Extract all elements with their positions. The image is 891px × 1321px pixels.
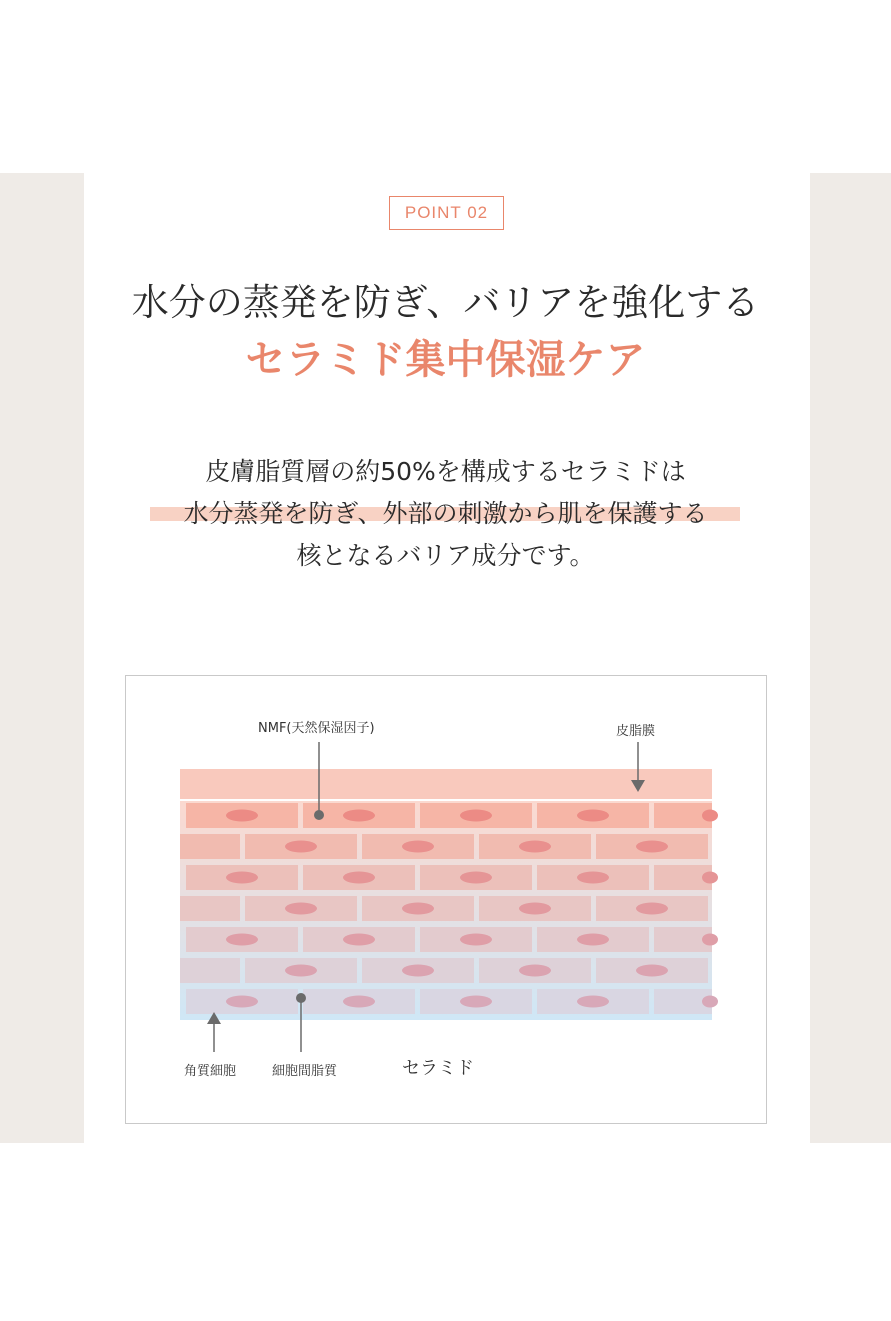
point-badge: POINT 02 [389,196,504,230]
nmf-dot [577,810,609,822]
heading-line-1: 水分の蒸発を防ぎ、バリアを強化する [131,281,760,324]
corneocyte-cell [180,958,240,983]
label-intercellular-lipid: 細胞間脂質 [272,1064,338,1079]
body-line-1: 皮膚脂質層の約50%を構成するセラミドは [205,457,686,486]
nmf-dot [343,934,375,946]
nmf-dot [226,934,258,946]
nmf-dot [702,996,718,1008]
nmf-dot [460,810,492,822]
nmf-dot [519,903,551,915]
label-corneocyte: 角質細胞 [184,1064,237,1079]
nmf-dot [636,841,668,853]
corneocyte-cell [180,834,240,859]
nmf-dot [402,965,434,977]
body-line-2: 水分蒸発を防ぎ、外部の刺激から肌を保護する [183,499,708,528]
nmf-dot [702,934,718,946]
nmf-dot [343,996,375,1008]
nmf-dot [519,965,551,977]
lipid-pointer-dot [296,993,306,1003]
nmf-dot [226,810,258,822]
heading-line-2: セラミド集中保湿ケア [245,337,646,383]
corneocyte-cell [180,896,240,921]
nmf-dot [226,996,258,1008]
nmf-dot [343,872,375,884]
nmf-dot [577,872,609,884]
nmf-dot [343,810,375,822]
skin-diagram [125,675,767,1124]
nmf-dot [460,934,492,946]
nmf-dot [402,903,434,915]
nmf-dot [285,841,317,853]
label-ceramide: セラミド [402,1058,474,1079]
label-nmf: NMF(天然保湿因子) [258,721,375,736]
nmf-dot [702,872,718,884]
nmf-dot [577,996,609,1008]
nmf-dot [636,903,668,915]
sebum-film [180,769,712,799]
nmf-dot [460,996,492,1008]
nmf-dot [402,841,434,853]
nmf-dot [577,934,609,946]
label-sebum: 皮脂膜 [616,724,656,739]
body-line-3: 核となるバリア成分です。 [296,541,595,570]
nmf-dot [285,903,317,915]
nmf-dot [460,872,492,884]
nmf-dot [702,810,718,822]
nmf-dot [285,965,317,977]
nmf-dot [519,841,551,853]
nmf-pointer-dot [314,810,324,820]
nmf-dot [636,965,668,977]
nmf-dot [226,872,258,884]
